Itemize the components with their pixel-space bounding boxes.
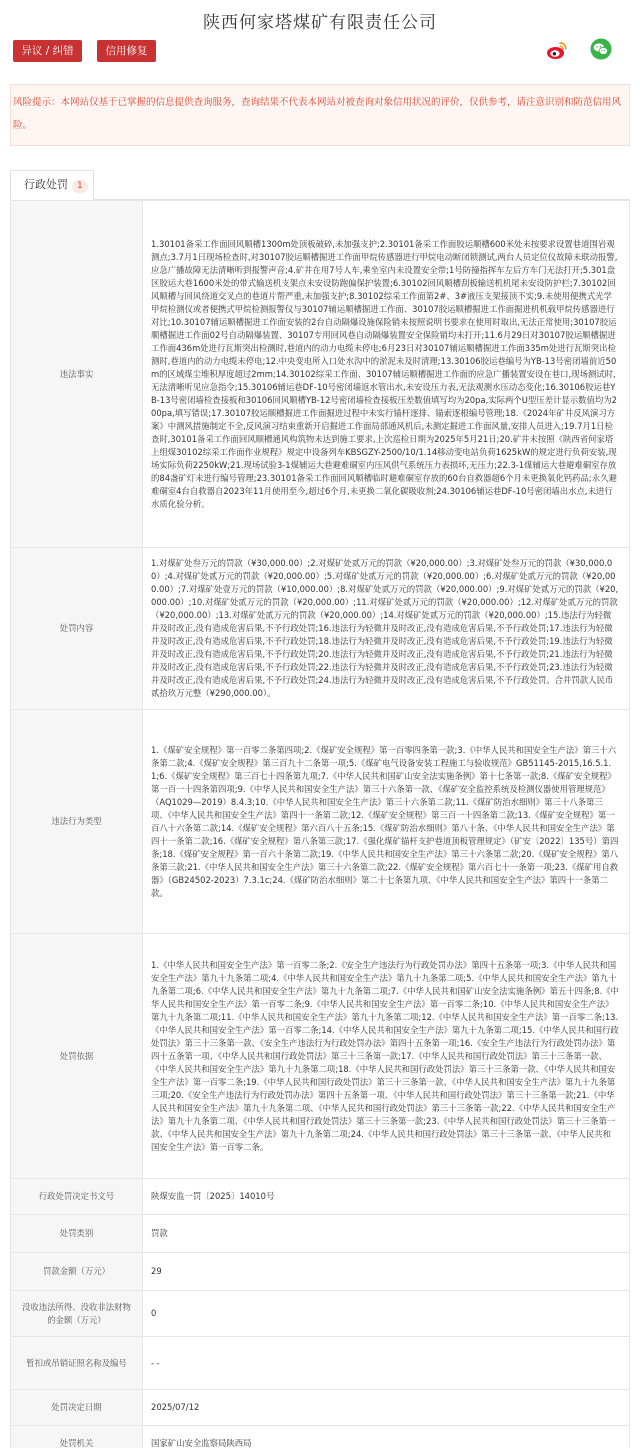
- row-value: 2025/07/12: [143, 1390, 630, 1426]
- row-label: 违法事实: [11, 201, 143, 548]
- row-label: 行政处罚决定书文号: [11, 1179, 143, 1215]
- row-value: 29: [143, 1253, 630, 1291]
- row-value: - -: [143, 1337, 630, 1390]
- wechat-icon[interactable]: [590, 38, 612, 60]
- row-decision-date: [11, 1390, 630, 1426]
- row-fine-amount: [11, 1253, 630, 1291]
- credit-repair-button[interactable]: 信用修复: [97, 40, 156, 62]
- row-penalty-content: [11, 548, 630, 710]
- row-value: 国家矿山安全监察局陕西局: [143, 1426, 630, 1448]
- tab-bar: [10, 170, 630, 200]
- row-value: 1.30101备采工作面回风顺槽1300m处顶板破碎,未加强支护;2.30101备采工作面胶运顺槽600米处未按要求设置巷道围岩观测点;3.7月1日现场检查时,对30107胶运顺槽掘进工作面甲烷传感器进行甲烷电动断闭锁测试,两台人员定位仪故障未联动报警,应急广播故障无法清晰听到报警声音;4.矿井在用7号人车,乘坐室内未设置安全带;1号防撞指挥车左后方车门无法打开;5.301盘区胶运大巷1600米处的带式输送机支架点未安设防跑偏保护装置;6.30102回风顺槽刮板输送机机尾未安设防护栏;7.30102回风顺槽与回风绕道交叉点的巷道片帮严重,未加强支护;8.30102综采工作面第2#、3#液压支架接顶不实;9.未使用便携式光学甲烷检测仪或者便携式甲烷检测报警仪与30107辅运顺槽掘进工作面、30107胶运顺槽掘进工作面掘进机机载甲烷传感器进行对比;10.30107辅运顺槽掘进工作面安装的2台自动隔爆设施保险销未按照说明书要求在使用时取出,无法正常使用;30107胶运顺槽掘进工作面02号自动隔爆装置、30107专用回风巷自动隔爆装置安全保险销均未打开;11.6月29日对30107胶运顺槽掘进工作面436m处进行瓦斯突出检测时,巷道内的动力电缆未停电;6月23日对30107辅运顺槽掘进工作面335m处进行瓦斯突出检测时,巷道内的动力电缆未停电;12.中央变电所入口处水沟中的淤泥未及时清理;13.30106胶运巷编号为YB-13号密闭墙前近50m的区域煤尘堆积厚度超过2mm;14.30102综采工作面、30107辅运顺槽掘进工作面的应急广播装置安设在巷口,现场测试时,无法清晰听见应急指令;15.30106辅运巷DF-10号密闭墙返水管出水,未安设压力表,无法观测水压动态变化;16.30106胶运巷YB-13号密闭墙检查接板和30106回风顺槽YB-12号密闭墙检查接板压差数值填写均为20pa,实际两个U型压差计显示数值均为200pa,填写错误;17.30107胶运顺槽掘进工作面掘进过程中未实行锚杆逐排、锚索逐根编号管理;18.《2024年矿井反风演习方案》中测风措施制定不全,反风演习结束重新开启掘进工作面局部通风机后,未测定掘进工作面风量,安排人员进入;19.7月1日检查时,30101备采工作面回风顺槽通风构筑物未达到施工要求,上次巡检日期为2025年5月21日;20.矿井未按照《陕西省何家塔上组煤30102综采工作面作业规程》规定中设备列车KBSGZY-2500/10/1.14移动变电站负荷1625kW的规定进行负荷安装,现场实际负荷2250kW;21.现场试验3-1煤辅运大巷避难硐室内压风供气系统压力表损坏,无压力;22.3-1煤辅运大巷避难硐室存放的84盏矿灯未进行编号管理;23.30101备采工作面回风顺槽临时避难硐室存放的60台自救器超6个月未更换氧化钙药品;永久避难硐室4台自救器自2023年11月使用至今,超过6个月,未更换二氧化碳吸收剂;24.30106辅运巷DF-10号密闭墙出水点,未进行水质化验分析。: [143, 201, 630, 548]
- row-value: 0: [143, 1291, 630, 1337]
- row-value: 1.对煤矿处叁万元的罚款（¥30,000.00）;2.对煤矿处贰万元的罚款（¥20,000.00）;3.对煤矿处叁万元的罚款（¥30,000.00）;4.对煤矿处贰万元的罚款（¥20,000.00）;5.对煤矿处贰万元的罚款（¥20,000.00）;6.对煤矿处贰万元的罚款（¥20,000.00）;7.对煤矿处壹万元的罚款（¥10,000.00）;8.对煤矿处贰万元的罚款（¥20,000.00）;9.对煤矿处贰万元的罚款（¥20,000.00）;10.对煤矿处贰万元的罚款（¥20,000.00）;11.对煤矿处贰万元的罚款（¥20,000.00）;12.对煤矿处贰万元的罚款（¥20,000.00）;13.对煤矿处贰万元的罚款（¥20,000.00）;14.对煤矿处贰万元的罚款（¥20,000.00）;15.违法行为轻微并及时改正,没有造成危害后果,不予行政处罚;16.违法行为轻微并及时改正,没有造成危害后果,不予行政处罚;17.违法行为轻微并及时改正,没有造成危害后果,不予行政处罚;18.违法行为轻微并及时改正,没有造成危害后果,不予行政处罚;19.违法行为轻微并及时改正,没有造成危害后果,不予行政处罚;20.违法行为轻微并及时改正,没有造成危害后果,不予行政处罚;21.违法行为轻微并及时改正,没有造成危害后果,不予行政处罚;22.违法行为轻微并及时改正,没有造成危害后果,不予行政处罚;23.违法行为轻微并及时改正,没有造成危害后果,不予行政处罚;24.违法行为轻微并及时改正,没有造成危害后果,不予行政处罚。合并罚款人民币贰拾玖万元整（¥290,000.00）。: [143, 548, 630, 710]
- row-label: 处罚决定日期: [11, 1390, 143, 1426]
- risk-notice-text: [13, 91, 623, 137]
- risk-notice: [10, 84, 630, 146]
- row-label: 没收违法所得、没收非法财物的金额（万元）: [11, 1291, 143, 1337]
- row-label: 暂扣或吊销证照名称及编号: [11, 1337, 143, 1390]
- tab-count-badge: 1: [72, 180, 88, 193]
- row-penalty-basis: [11, 934, 630, 1179]
- row-illegal-facts: [11, 201, 630, 548]
- row-value: 1.《煤矿安全规程》第一百零二条第四项;2.《煤矿安全规程》第一百零四条第一款;3.《中华人民共和国安全生产法》第三十六条第二款;4.《煤矿安全规程》第三百九十二条第一项;5.《煤矿电气设备安装工程施工与验收规范》GB51145-2015,16.5.1.1;6.《煤矿安全规程》第三百七十四条第九项;7.《中华人民共和国矿山安全法实施条例》第十七条第一款;8.《煤矿安全规程》第一百一十四条第四项;9.《中华人民共和国安全生产法》第三十六条第一款、《煤矿安全监控系统及检测仪器使用管理规范》（AQ1029—2019）8.4.3;10.《中华人民共和国安全生产法》第三十六条第二款;11.《煤矿防治水细则》第三十八条第三项、《中华人民共和国安全生产法》第四十一条第二款;12.《煤矿安全规程》第三百一十四条第二款;13.《煤矿安全规程》第一百八十六条第二款;14.《煤矿安全规程》第六百八十五条;15.《煤矿防治水细则》第八十条、《中华人民共和国安全生产法》第四十一条第二款;16.《煤矿安全规程》第八条第三款;17.《强化煤矿锚杆支护巷道顶板管理规定》（矿安〔2022〕135号）第四条;18.《煤矿安全规程》第一百六十条第二款;19.《中华人民共和国安全生产法》第三十六条第二款;20.《煤矿安全规程》第八条第三款;21.《中华人民共和国安全生产法》第三十六条第二款;22.《煤矿安全规程》第六百七十一条第一项;23.《煤矿用自救器》（GB24502-2023）7.3.1c;24.《煤矿防治水细则》第二十七条第九项、《中华人民共和国安全生产法》第四十一条第二款。: [143, 710, 630, 934]
- row-penalty-category: [11, 1215, 630, 1253]
- row-label: 处罚机关: [11, 1426, 143, 1448]
- penalty-detail-table: [10, 200, 630, 1448]
- tab-administrative-penalty[interactable]: [10, 170, 94, 200]
- objection-button[interactable]: 异议 / 纠错: [13, 40, 82, 62]
- weibo-icon[interactable]: [545, 38, 569, 62]
- row-label: 处罚类别: [11, 1215, 143, 1253]
- company-name: 陕西何家塔煤矿有限责任公司: [203, 13, 437, 33]
- row-decision-number: [11, 1179, 630, 1215]
- tab-label: 行政处罚: [24, 178, 68, 191]
- row-value: 1.《中华人民共和国安全生产法》第一百零二条;2.《安全生产违法行为行政处罚办法》第四十五条第一项;3.《中华人民共和国安全生产法》第九十九条第二项;4.《中华人民共和国安全生产法》第九十九条第二项;5.《中华人民共和国安全生产法》第九十九条第二项;6.《中华人民共和国安全生产法》第九十九条第二项;7.《中华人民共和国矿山安全法实施条例》第五十四条;8.《中华人民共和国安全生产法》第一百零二条;9.《中华人民共和国安全生产法》第一百零二条;10.《中华人民共和国安全生产法》第九十九条第二项;11.《中华人民共和国安全生产法》第九十九条第二项;12.《中华人民共和国安全生产法》第一百零二条;13.《中华人民共和国安全生产法》第一百零二条;14.《中华人民共和国安全生产法》第九十九条第二项;15.《中华人民共和国行政处罚法》第三十三条第一款、《安全生产违法行为行政处罚办法》第四十五条第一项;16.《安全生产违法行为行政处罚办法》第四十五条第一项、《中华人民共和国行政处罚法》第三十三条第一款;17.《中华人民共和国行政处罚法》第三十三条第一款、《中华人民共和国安全生产法》第九十九条第二项;18.《中华人民共和国行政处罚法》第三十三条第一款、《中华人民共和国安全生产法》第一百零二条;19.《中华人民共和国行政处罚法》第三十三条第一款、《中华人民共和国安全生产法》第九十九条第三项;20.《安全生产违法行为行政处罚办法》第四十五条第一项、《中华人民共和国行政处罚法》第三十三条第一款;21.《中华人民共和国安全生产法》第九十九条第二项、《中华人民共和国行政处罚法》第三十三条第一款;22.《中华人民共和国安全生产法》第九十九条第二项、《中华人民共和国行政处罚法》第三十三条第一款;23.《中华人民共和国行政处罚法》第三十三条第一款、《中华人民共和国安全生产法》第九十九条第二项;24.《中华人民共和国行政处罚法》第三十三条第一款、《中华人民共和国安全生产法》第一百零二条。: [143, 934, 630, 1179]
- row-label: 处罚内容: [11, 548, 143, 710]
- row-label: 罚款金额（万元）: [11, 1253, 143, 1291]
- row-label: 违法行为类型: [11, 710, 143, 934]
- row-value: 罚款: [143, 1215, 630, 1253]
- row-value: 陕煤安监一罚〔2025〕14010号: [143, 1179, 630, 1215]
- risk-notice-body: 本网站仅基于已掌握的信息提供查询服务，查询结果不代表本网站对被查询对象信用状况的评价，仅供参考，请注意识别和防范信用风险。: [13, 97, 622, 131]
- risk-notice-prefix: 风险提示：: [13, 97, 61, 108]
- row-violation-type: [11, 710, 630, 934]
- row-license-revocation: [11, 1337, 630, 1390]
- row-penalty-authority: [11, 1426, 630, 1448]
- row-confiscation-amount: [11, 1291, 630, 1337]
- row-label: 处罚依据: [11, 934, 143, 1179]
